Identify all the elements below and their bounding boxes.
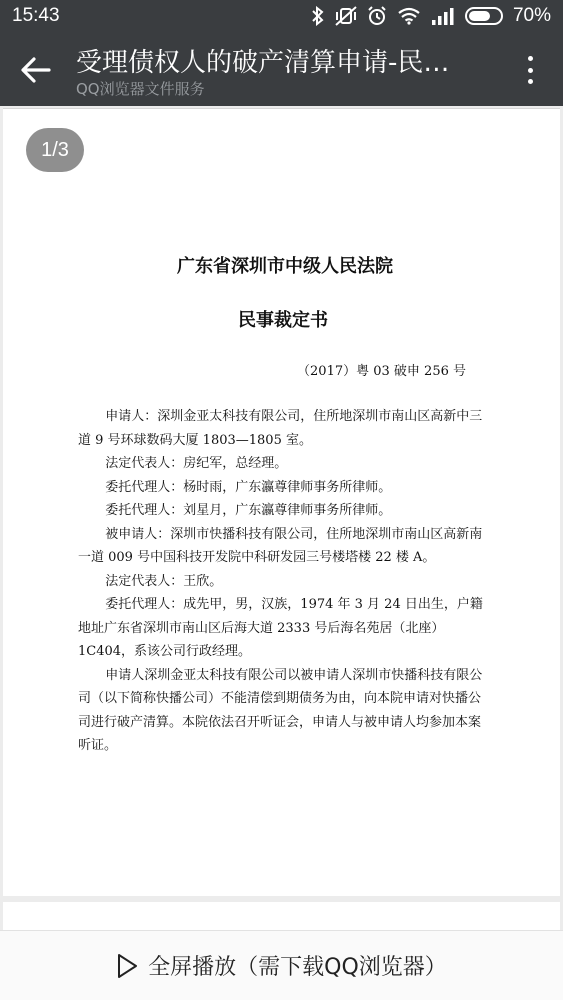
status-icons	[311, 5, 551, 27]
fullscreen-play-button[interactable]	[0, 930, 563, 1000]
case-number: （2017）粤 03 破申 256 号	[297, 364, 466, 379]
fullscreen-play-label: 全屏播放（需下载QQ浏览器）	[148, 955, 447, 980]
app-bar-subtitle: QQ浏览器文件服务	[76, 80, 205, 98]
paragraph: 委托代理人：杨时雨，广东瀛尊律师事务所律师。	[105, 479, 392, 495]
alarm-clock-icon	[367, 6, 387, 26]
paragraph: 申请人深圳金亚太科技有限公司以被申请人深圳市快播科技有限公司（以下简称快播公司）不能清偿到期债务为由，向本院申请对快播公司进行破产清算。本院依法召开听证会，申请人与被申请人均参加本案听证。	[78, 667, 483, 753]
arrow-left-icon	[21, 57, 51, 83]
battery-icon	[465, 7, 503, 25]
document-body	[78, 405, 488, 758]
bluetooth-icon	[311, 6, 325, 26]
document-type: 民事裁定书	[238, 310, 328, 331]
muted-vibrate-icon	[335, 6, 357, 26]
paragraph: 申请人：深圳金亚太科技有限公司，住所地深圳市南山区高新中三道 9 号环球数码大厦 1803—1805 室。	[78, 409, 483, 448]
paragraph: 委托代理人：成先甲，男，汉族，1974 年 3 月 24 日出生，户籍地址广东省深圳市南山区后海大道 2333 号后海名苑居（北座）1C404，系该公司行政经理。	[78, 597, 483, 659]
document-title: 受理债权人的破产清算申请-民…	[76, 48, 450, 78]
document-content	[78, 252, 488, 758]
play-icon	[116, 953, 138, 979]
status-time: 15:43	[12, 5, 60, 26]
paragraph: 被申请人：深圳市快播科技有限公司，住所地深圳市南山区高新南一道 009 号中国科技开发院中科研发园三号楼塔楼 22 楼 A。	[78, 526, 483, 565]
court-name: 广东省深圳市中级人民法院	[177, 256, 393, 277]
signal-icon	[431, 7, 455, 25]
battery-fill	[469, 11, 490, 21]
battery-percent: 70%	[512, 5, 551, 26]
overflow-menu-button[interactable]	[515, 52, 545, 88]
paragraph: 委托代理人：刘星月，广东瀛尊律师事务所律师。	[105, 503, 392, 518]
page-indicator: 1/3	[26, 128, 84, 172]
app-bar	[0, 32, 563, 106]
more-vertical-dot	[528, 79, 533, 84]
more-vertical-dot	[528, 68, 533, 73]
paragraph: 法定代表人：王欣。	[105, 573, 223, 589]
more-vertical-icon	[528, 56, 533, 61]
wifi-icon	[397, 7, 421, 25]
status-bar	[0, 0, 563, 32]
back-button[interactable]	[16, 50, 56, 90]
paragraph: 法定代表人：房纪军，总经理。	[105, 456, 288, 471]
